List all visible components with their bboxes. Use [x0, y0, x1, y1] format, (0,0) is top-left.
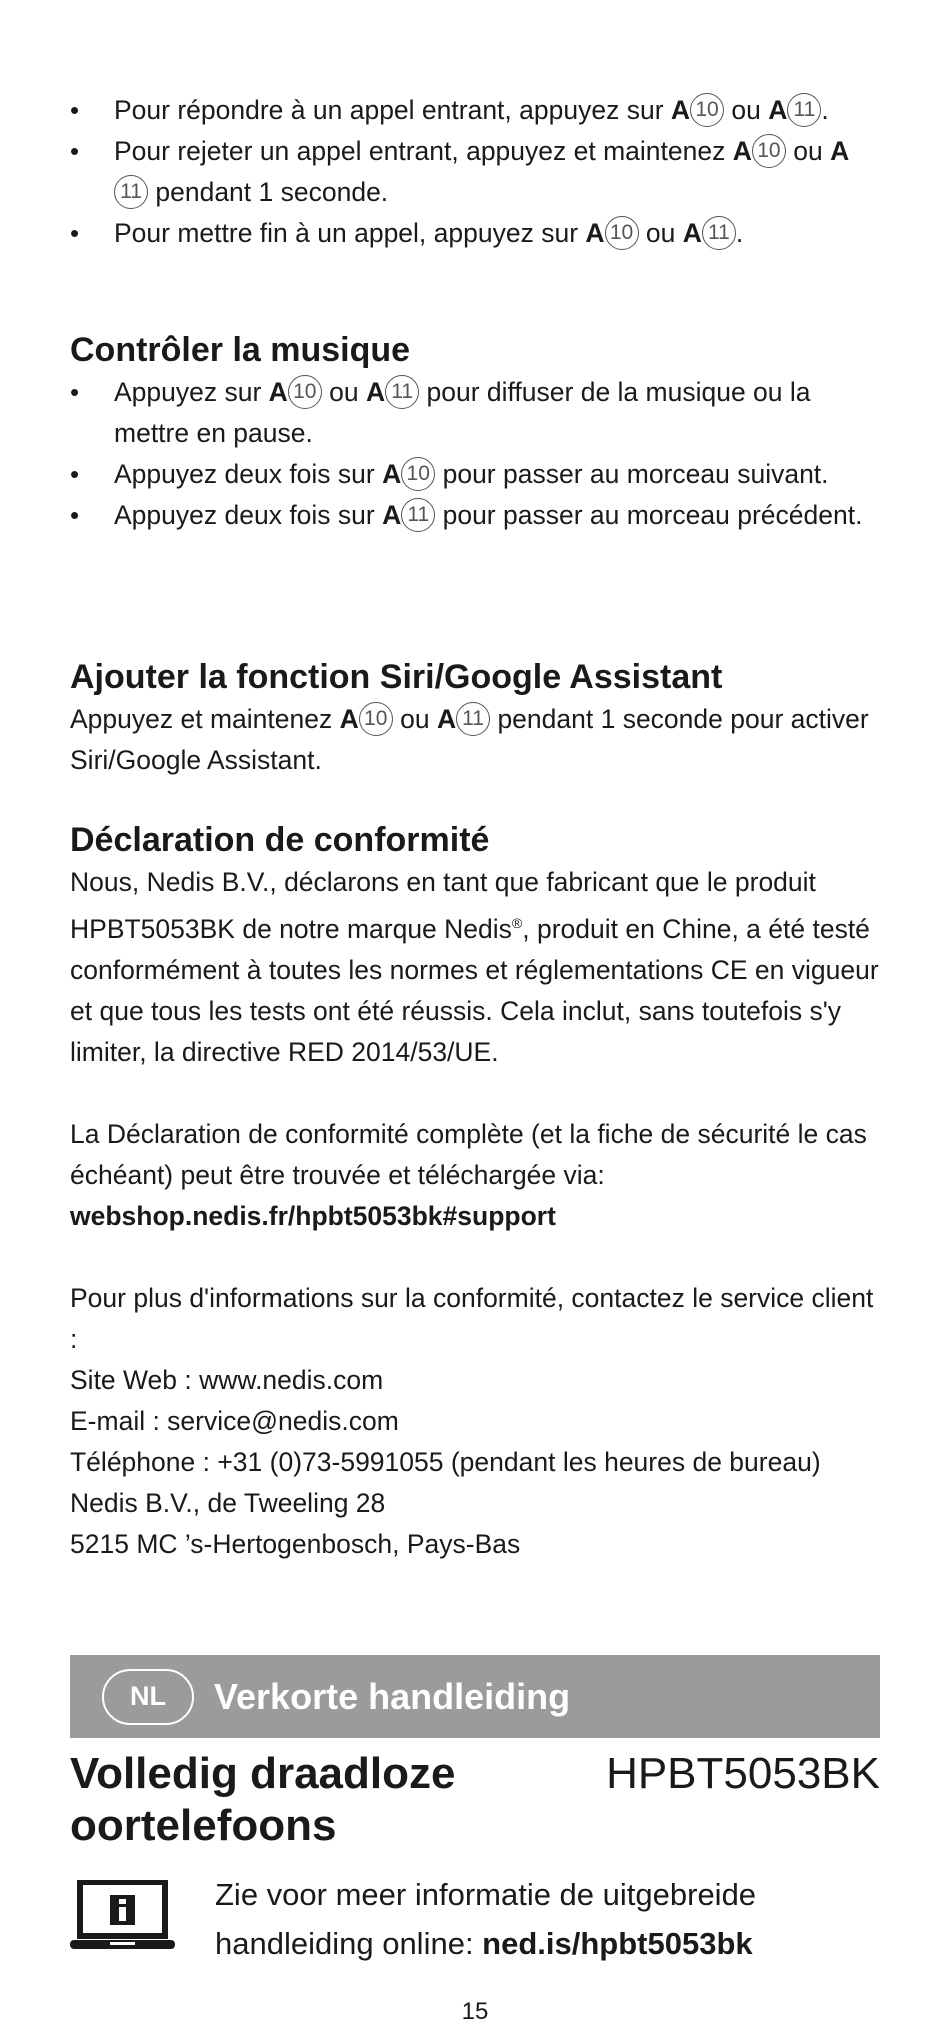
circled-number-10: 10 — [752, 134, 786, 168]
page-number: 15 — [461, 1998, 489, 2025]
circled-number-11: 11 — [385, 375, 419, 409]
circled-number-11: 11 — [787, 93, 821, 127]
laptop-info-icon — [70, 1880, 175, 1952]
siri-instruction: Appuyez et maintenez A 10 ou A 11 pendant 1 seconde pour activer Siri/Google Assistant. — [70, 704, 869, 775]
support-link[interactable]: webshop.nedis.fr/hpbt5053bk#support — [70, 1200, 556, 1231]
info-text: Zie voor meer informatie de uitgebreide handleiding online: ned.is/hpbt5053bk — [215, 1877, 757, 1961]
circled-number-10: 10 — [690, 93, 724, 127]
siri-section — [70, 655, 880, 781]
circled-number-11: 11 — [401, 498, 435, 532]
declaration-download-text: La Déclaration de conformité complète (et la fiche de sécurité le cas échéant) peut être trouvée et téléchargée via: webshop.nedis.fr/hpbt5053bk#support — [70, 1118, 867, 1231]
manual-link[interactable]: ned.is/hpbt5053bk — [482, 1926, 753, 1961]
address-line-2: 5215 MC ’s-Hertogenbosch, Pays-Bas — [70, 1528, 521, 1559]
circled-number-10: 10 — [605, 216, 639, 250]
circled-number-11: 11 — [456, 702, 490, 736]
section-heading: Ajouter la fonction Siri/Google Assistant — [70, 658, 723, 696]
list-item: • Appuyez deux fois sur A 11 pour passer au morceau précédent. — [70, 495, 880, 536]
language-badge: NL — [102, 1669, 194, 1725]
language-section-header — [70, 1655, 880, 1738]
list-item: • Pour rejeter un appel entrant, appuyez et maintenez A 10 ou A11 pendant 1 seconde. — [70, 131, 880, 213]
circled-number-10: 10 — [401, 457, 435, 491]
product-title: Volledig draadloze oortelefoons — [70, 1749, 456, 1850]
music-section — [70, 328, 880, 536]
call-instructions-list — [70, 90, 880, 254]
list-item: • Appuyez deux fois sur A 10 pour passer au morceau suivant. — [70, 454, 880, 495]
music-instructions-list — [70, 372, 880, 536]
email-line: E-mail : service@nedis.com — [70, 1405, 399, 1436]
address-line-1: Nedis B.V., de Tweeling 28 — [70, 1487, 386, 1518]
circled-number-10: 10 — [359, 702, 393, 736]
circled-number-11: 11 — [702, 216, 736, 250]
list-item: • Pour mettre fin à un appel, appuyez sur A 10 ou A 11 . — [70, 213, 880, 254]
declaration-section — [70, 818, 880, 1565]
list-item: • Appuyez sur A 10 ou A 11 pour diffuser de la musique ou la mettre en pause. — [70, 372, 880, 454]
declaration-paragraph: Nous, Nedis B.V., déclarons en tant que fabricant que le produit HPBT5053BK de notre marque Nedis®, produit en Chine, a été testé conformément à toutes les normes et réglementations CE en vigueur et que tous les tests ont été réussis. Cela inclut, sans toutefois s'y limiter, la directive RED 2014/53/UE. — [70, 867, 879, 1067]
circled-number-11: 11 — [114, 175, 148, 209]
website-line: Site Web : www.nedis.com — [70, 1364, 384, 1395]
section-heading: Déclaration de conformité — [70, 821, 490, 859]
circled-number-10: 10 — [288, 375, 322, 409]
phone-line: Téléphone : +31 (0)73-5991055 (pendant les heures de bureau) — [70, 1446, 821, 1477]
contact-paragraph: Pour plus d'informations sur la conformité, contactez le service client : Site Web : www.nedis.com E-mail : service@nedis.com Téléphone : +31 (0)73-5991055 (pendant les heures de bureau) Nedis B.V., de Tweeling 28 5215 MC ’s-Hertogenbosch, Pays-Bas — [70, 1282, 874, 1559]
section-heading: Contrôler la musique — [70, 331, 411, 369]
list-item: • Pour répondre à un appel entrant, appuyez sur A 10 ou A 11 . — [70, 90, 880, 131]
section-title: Verkorte handleiding — [214, 1675, 571, 1717]
product-code: HPBT5053BK — [606, 1749, 880, 1798]
